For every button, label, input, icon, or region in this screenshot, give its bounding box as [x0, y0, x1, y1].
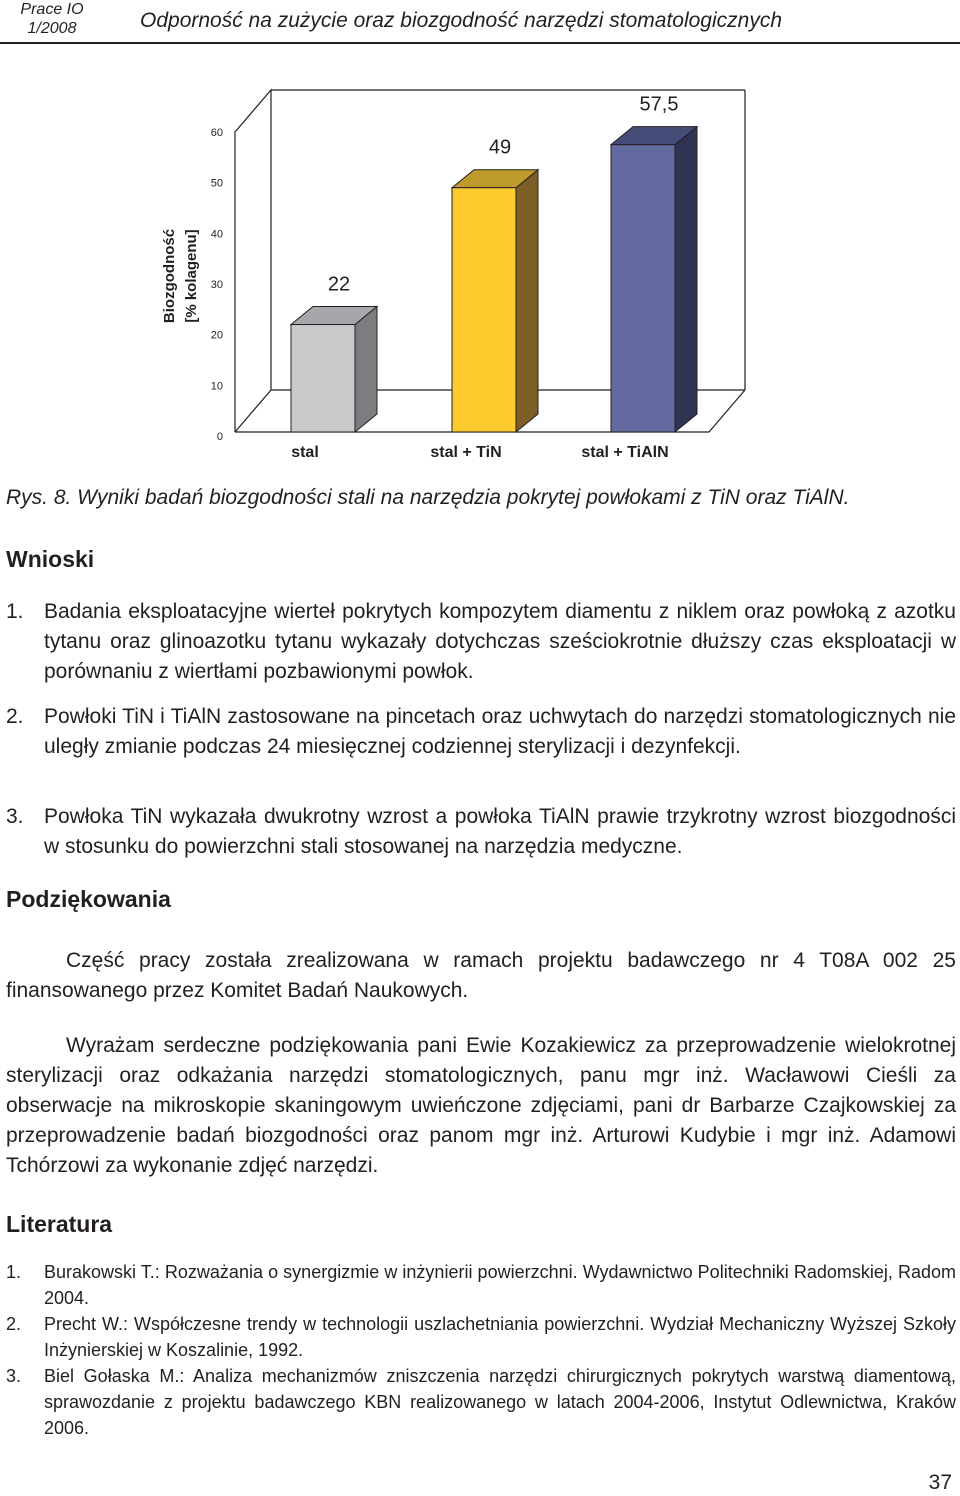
bar-value-label: 49 — [488, 136, 512, 159]
reference-number: 2. — [6, 1314, 22, 1334]
chart-bar — [452, 170, 538, 432]
y-tick-label: 30 — [210, 279, 223, 291]
acknowledgement-paragraph: Część pracy została zrealizowana w ramach projektu badawczego nr 4 T08A 002 25 finansowanego przez Komitet Badań Naukowych. — [6, 949, 956, 1002]
bar-side-face — [675, 127, 697, 432]
bar-side-face — [355, 307, 377, 432]
bar-side-face — [516, 170, 538, 432]
y-tick-label: 60 — [210, 127, 223, 139]
conclusion-text: Badania eksploatacyjne wierteł pokrytych kompozytem diamentu z niklem oraz powłoką z azotku tytanu oraz glinoazotku tytanu wykazały dotychczas sześciokrotnie dłuższy czas eksploatacji w porównaniu z wiertłami pozbawionymi powłok. — [44, 600, 956, 683]
header-divider — [0, 42, 960, 44]
y-tick-label: 0 — [216, 431, 223, 443]
section-heading-conclusions: Wnioski — [6, 546, 95, 572]
conclusion-text: Powłoki TiN i TiAlN zastosowane na pincetach oraz uchwytach do narzędzi stomatologicznych nie uległy zmianie podczas 24 miesięcznej codziennej sterylizacji i dezynfekcji. — [44, 705, 956, 758]
bar-value-label: 57,5 — [639, 93, 679, 116]
page-number: 37 — [928, 1471, 952, 1494]
chart-floor-right-edge — [709, 390, 745, 432]
x-category-label: stal + TiAlN — [581, 444, 669, 461]
journal-name — [6, 0, 98, 38]
acknowledgement-paragraph: Wyrażam serdeczne podziękowania pani Ewie Kozakiewicz za przeprowadzenie wielokrotnej sterylizacji oraz odkażania narzędzi stomatologicznych, panu mgr inż. Wacławowi Cieśli za obserwacje na mikroskopie skaningowym uwieńczone zdjęciami, pani dr Barbarze Czajkowskiej za przeprowadzenie badań biozgodności oraz panom mgr inż. Arturowi Kudybie i mgr inż. Adamowi Tchórzowi za wykonanie zdjęć narzędzi. — [6, 1034, 956, 1177]
conclusion-item — [6, 802, 956, 862]
x-category-label: stal — [291, 444, 319, 461]
journal-title: Prace IO — [20, 1, 84, 18]
y-tick-label: 50 — [210, 177, 223, 190]
bar-value-label: 22 — [327, 273, 351, 296]
conclusion-number: 1. — [6, 600, 24, 623]
conclusion-number: 3. — [6, 805, 24, 828]
journal-issue: 1/2008 — [27, 20, 77, 37]
reference-item — [6, 1311, 956, 1363]
y-axis-ticks — [211, 127, 223, 443]
x-category-label: stal + TiN — [430, 444, 502, 461]
conclusion-item — [6, 597, 956, 687]
y-axis-unit: [% kolagenu] — [183, 229, 200, 323]
reference-number: 3. — [6, 1366, 22, 1386]
figure-caption: Rys. 8. Wyniki badań biozgodności stali na narzędzia pokrytej powłokami z TiN oraz TiAlN. — [6, 486, 850, 509]
y-tick-label: 20 — [210, 329, 223, 342]
reference-item — [6, 1363, 956, 1441]
chart-bars — [291, 127, 697, 432]
y-axis-label: Biozgodność — [161, 228, 178, 324]
conclusion-text: Powłoka TiN wykazała dwukrotny wzrost a powłoka TiAlN prawie trzykrotny wzrost biozgodności w stosunku do powierzchni stali stosowanej na narzędzia medyczne. — [44, 805, 956, 858]
reference-text: Biel Gołaska M.: Analiza mechanizmów zniszczenia narzędzi chirurgicznych pokrytych warstwą diamentową, sprawozdanie z projektu badawczego KBN realizowanego w latach 2004-2006, Instytut Odlewnictwa, Kraków 2006. — [44, 1366, 956, 1438]
conclusion-number: 2. — [6, 705, 24, 728]
bar-front-face — [452, 188, 516, 432]
y-tick-label: 10 — [210, 380, 223, 393]
reference-item — [6, 1259, 956, 1311]
chart-bar — [611, 127, 697, 432]
reference-text: Precht W.: Współczesne trendy w technologii uszlachetniania powierzchni. Wydział Mechaniczny Wyższej Szkoły Inżynierskiej w Koszalinie, 1992. — [44, 1314, 956, 1360]
reference-text: Burakowski T.: Rozważania o synergizmie w inżynierii powierzchni. Wydawnictwo Politechniki Radomskiej, Radom 2004. — [44, 1262, 956, 1308]
running-header-title: Odporność na zużycie oraz biozgodność narzędzi stomatologicznych — [140, 9, 783, 32]
chart-bar — [291, 307, 377, 432]
conclusion-item — [6, 702, 956, 762]
biocompatibility-bar-chart — [0, 58, 960, 478]
bar-front-face — [291, 325, 355, 432]
section-heading-acknowledgements: Podziękowania — [6, 886, 171, 912]
chart-side-wall — [235, 90, 271, 432]
y-tick-label: 40 — [210, 228, 223, 241]
bar-front-face — [611, 145, 675, 432]
section-heading-literature: Literatura — [6, 1211, 113, 1237]
reference-number: 1. — [6, 1262, 22, 1282]
